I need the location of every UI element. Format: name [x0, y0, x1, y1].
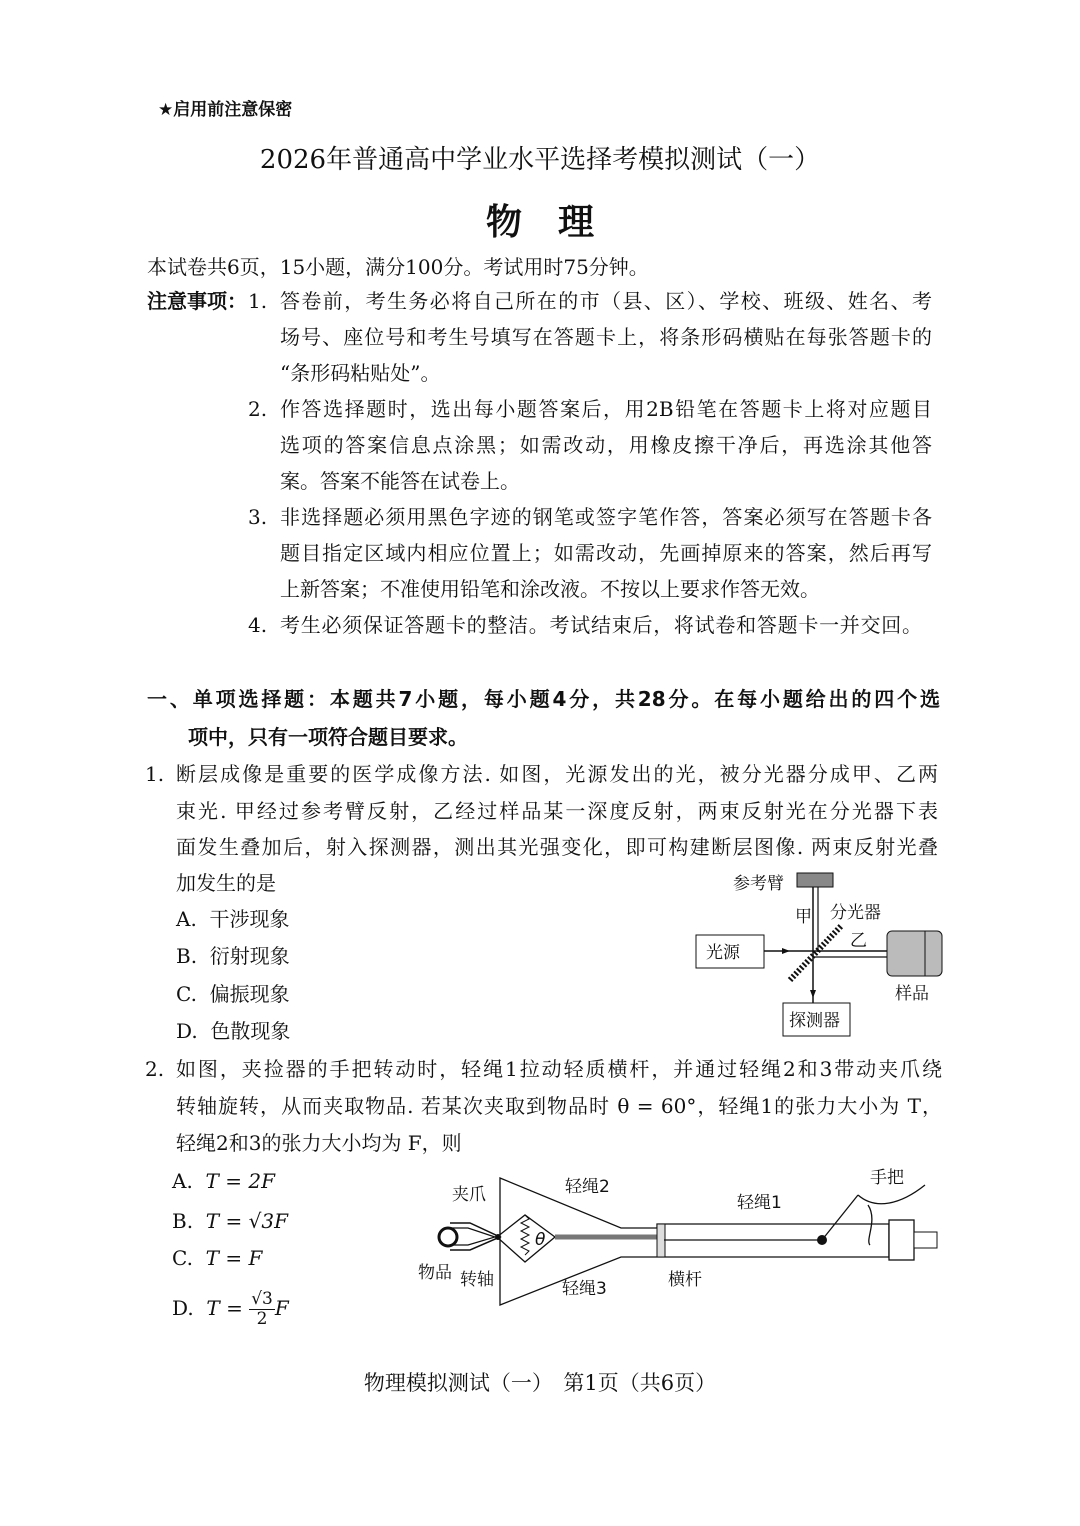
section-heading: 项中，只有一项符合题目要求。 [188, 725, 468, 749]
fraction-numerator: √3 [251, 1289, 273, 1309]
option-rhs: F [274, 1296, 289, 1320]
linkage [497, 1215, 555, 1262]
fraction-denominator: 2 [256, 1309, 268, 1329]
label-crossbar: 横杆 [668, 1270, 702, 1290]
spring-grip [889, 1220, 914, 1260]
question-number: 1. [145, 762, 165, 786]
option-text: T = √3F [205, 1209, 288, 1233]
question-line: 转轴旋转，从而夹取物品. 若某次夹取到物品时 θ = 60°，轻绳1的张力大小为 T， [176, 1094, 942, 1118]
option-text: T = F [205, 1246, 263, 1270]
note-line: 题目指定区域内相应位置上；如需改动，先画掉原来的答案，然后再写 [280, 541, 932, 565]
notes-label: 注意事项： [147, 289, 247, 313]
label-handle: 手把 [870, 1168, 904, 1188]
label-claw: 夹爪 [452, 1185, 486, 1205]
note-line: 场号、座位号和考生号填写在答题卡上，将条形码横贴在每张答题卡的 [280, 325, 932, 349]
option-lhs: T = [206, 1296, 250, 1320]
note-line: 选项的答案信息点涂黑；如需改动，用橡皮擦干净后，再选涂其他答 [280, 433, 932, 457]
oct-diagram [680, 860, 960, 1050]
note-line: 上新答案；不准使用铅笔和涂改液。不按以上要求作答无效。 [280, 577, 820, 601]
end-cap [914, 1232, 937, 1248]
question-line: 面发生叠加后，射入探测器，测出其光强变化，即可构建断层图像. 两束反射光叠 [176, 835, 938, 859]
label-beam-a: 甲 [795, 907, 812, 927]
option-label: A. [172, 1169, 193, 1193]
option-label: A. [176, 907, 197, 931]
label-detector: 探测器 [789, 1011, 840, 1031]
note-number: 4. [248, 613, 268, 637]
beam-splitter [790, 925, 842, 980]
label-reference-arm: 参考臂 [733, 874, 784, 894]
label-pivot: 转轴 [460, 1270, 494, 1290]
label-sample: 样品 [895, 984, 929, 1004]
note-line: 非选择题必须用黑色字迹的钢笔或签字笔作答，答案必须写在答题卡各 [280, 505, 932, 529]
section-heading: 一、单项选择题：本题共7小题，每小题4分，共28分。在每小题给出的四个选 [147, 687, 940, 711]
note-line: “条形码粘贴处”。 [280, 361, 441, 385]
label-splitter: 分光器 [830, 903, 881, 923]
option-d[interactable] [172, 1290, 289, 1329]
spring [521, 1215, 529, 1255]
note-number: 2. [248, 397, 268, 421]
option-c[interactable] [172, 1246, 262, 1270]
label-object: 物品 [418, 1263, 452, 1283]
note-line: 作答选择题时，选出每小题答案后，用2B铅笔在答题卡上将对应题目 [280, 397, 932, 421]
grabber-diagram [400, 1160, 960, 1310]
option-text: 色散现象 [210, 1019, 291, 1043]
option-text: 偏振现象 [209, 982, 290, 1006]
note-line: 答卷前，考生务必将自己所在的市（县、区）、学校、班级、姓名、考 [280, 289, 932, 313]
label-source: 光源 [706, 943, 740, 963]
exam-title: 2026年普通高中学业水平选择考模拟测试（一） [259, 145, 821, 175]
question-line: 断层成像是重要的医学成像方法. 如图，光源发出的光，被分光器分成甲、乙两 [176, 762, 938, 786]
question-number: 2. [145, 1057, 165, 1081]
label-rope-1: 轻绳1 [737, 1193, 782, 1213]
option-label: B. [176, 944, 198, 968]
label-rope-3: 轻绳3 [562, 1279, 607, 1299]
option-label: C. [176, 982, 197, 1006]
option-a[interactable] [172, 1169, 275, 1193]
option-text: 衍射现象 [209, 944, 290, 968]
option-label: B. [172, 1209, 194, 1233]
option-c[interactable] [176, 982, 290, 1006]
label-theta: θ [535, 1230, 546, 1250]
option-text: T = 2F [205, 1169, 275, 1193]
note-number: 3. [248, 505, 268, 529]
subject-title: 物 理 [485, 202, 594, 243]
reference-mirror [797, 873, 833, 887]
option-text: 干涉现象 [209, 907, 290, 931]
fraction [249, 1290, 275, 1329]
label-beam-b: 乙 [850, 931, 867, 951]
option-b[interactable] [176, 944, 290, 968]
confidential-mark: ★启用前注意保密 [158, 100, 293, 120]
option-b[interactable] [172, 1209, 288, 1233]
question-line: 轻绳2和3的张力大小均为 F，则 [176, 1131, 462, 1155]
option-a[interactable] [176, 907, 290, 931]
question-line: 加发生的是 [176, 871, 276, 895]
sample-box [887, 931, 942, 976]
note-line: 案。答案不能答在试卷上。 [280, 469, 520, 493]
option-label: D. [176, 1019, 198, 1043]
crossbar [657, 1224, 665, 1257]
option-d[interactable] [176, 1019, 290, 1043]
object-ball [439, 1228, 457, 1246]
question-line: 如图，夹捡器的手把转动时，轻绳1拉动轻质横杆，并通过轻绳2和3带动夹爪绕 [176, 1057, 942, 1081]
label-rope-2: 轻绳2 [565, 1177, 610, 1197]
question-line: 束光. 甲经过参考臂反射，乙经过样品某一深度反射，两束反射光在分光器下表 [176, 799, 938, 823]
page-footer: 物理模拟测试（一） 第1页（共6页） [363, 1371, 717, 1395]
note-line: 考生必须保证答题卡的整洁。考试结束后，将试卷和答题卡一并交回。 [280, 613, 922, 637]
exam-intro: 本试卷共6页，15小题，满分100分。考试用时75分钟。 [147, 255, 649, 279]
option-label: D. [172, 1296, 194, 1320]
note-number: 1. [248, 289, 268, 313]
option-label: C. [172, 1246, 193, 1270]
